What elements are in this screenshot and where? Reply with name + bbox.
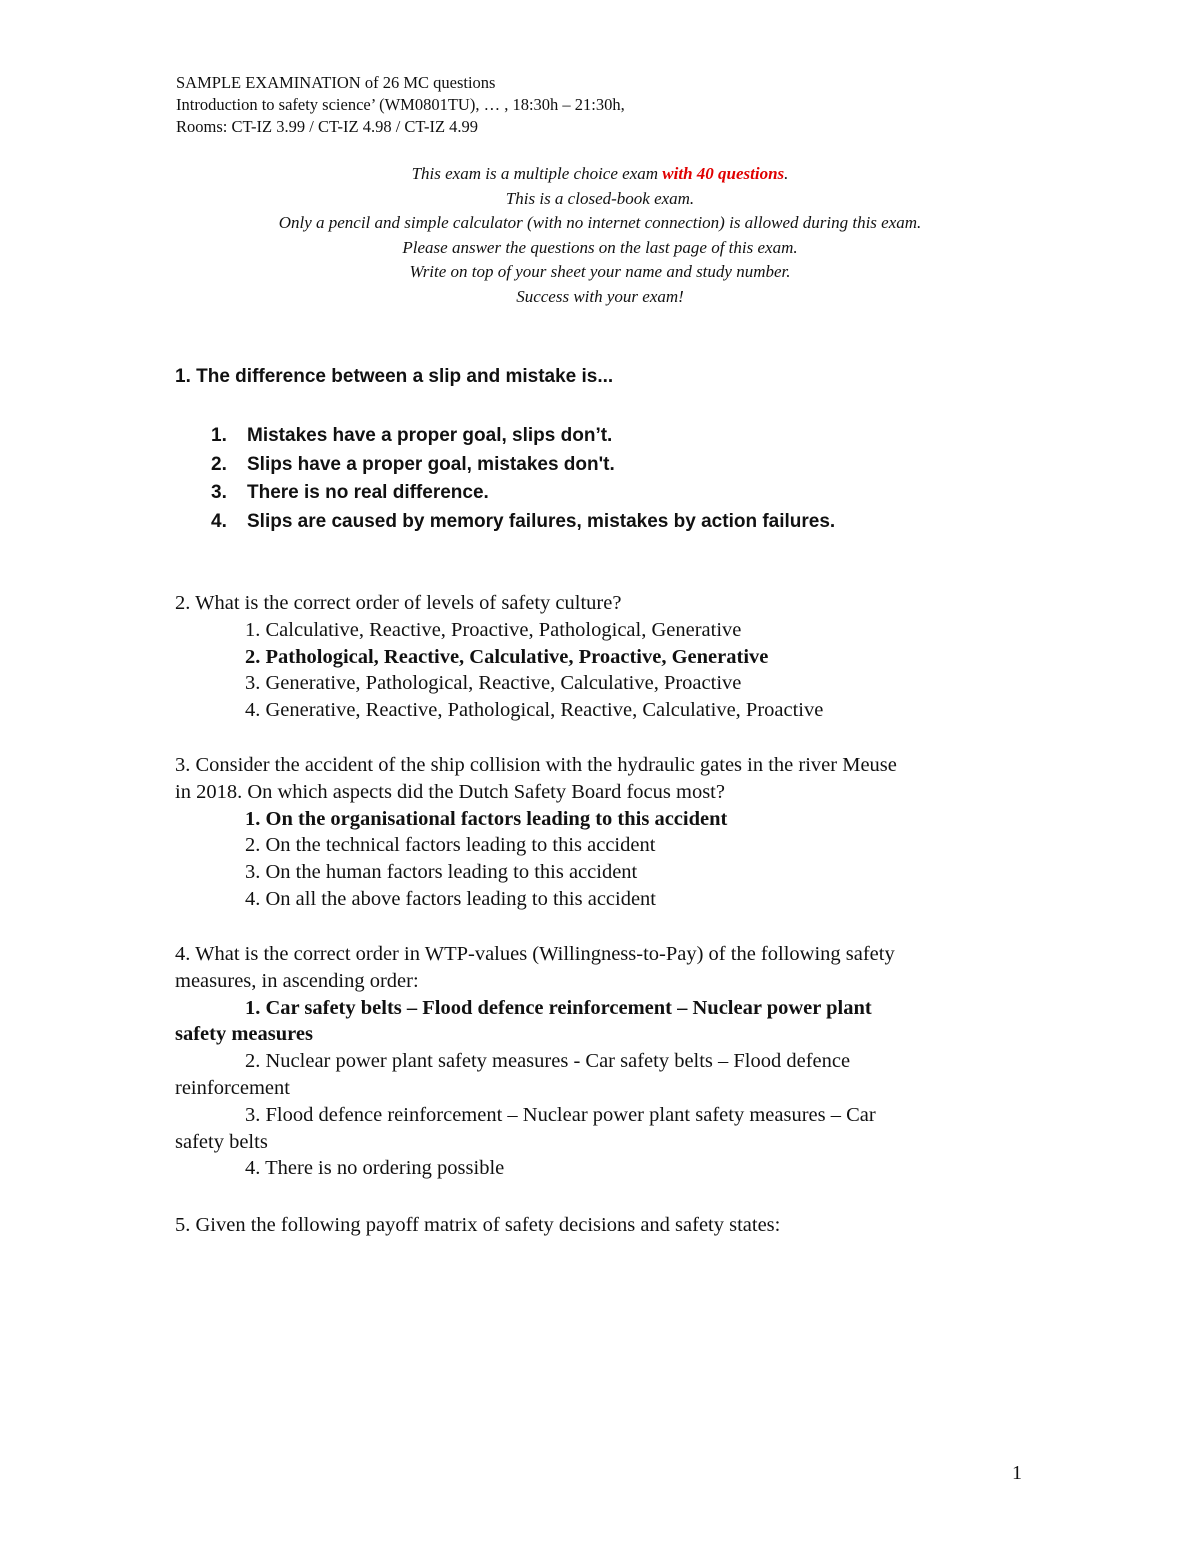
option-number: 3.	[211, 482, 227, 503]
question-1-option	[211, 422, 835, 451]
question-1-option	[211, 508, 835, 537]
question-3-text: 3. Consider the accident of the ship collision with the hydraulic gates in the river Meuse	[175, 754, 897, 776]
question-1: 1. The difference between a slip and mistake is...	[175, 366, 614, 387]
question-4-option-cont: reinforcement	[175, 1076, 290, 1099]
question-4-text: measures, in ascending order:	[175, 969, 419, 992]
question-2	[175, 590, 1035, 724]
question-4-text: 4. What is the correct order in WTP-values (Willingness-to-Pay) of the following safety	[175, 943, 895, 965]
instruction-line-4: Please answer the questions on the last page of this exam.	[402, 237, 798, 257]
exam-header	[176, 72, 625, 138]
option-text: Slips have a proper goal, mistakes don't.	[247, 453, 615, 475]
instruction-line-3: Only a pencil and simple calculator (with no internet connection) is allowed during this exam.	[278, 213, 922, 233]
question-2-option: 4. Generative, Reactive, Pathological, Reactive, Calculative, Proactive	[245, 699, 824, 722]
rooms-info: Rooms: CT-IZ 3.99 / CT-IZ 4.98 / CT-IZ 4.99	[176, 117, 479, 136]
question-4-option-answer: 1. Car safety belts – Flood defence reinforcement – Nuclear power plant	[245, 996, 872, 1019]
question-1-option	[211, 479, 835, 508]
question-5-text: 5. Given the following payoff matrix of safety decisions and safety states:	[175, 1214, 781, 1236]
question-count-highlight: with 40 questions	[662, 164, 785, 183]
instruction-line-6: Success with your exam!	[516, 286, 684, 306]
option-text: There is no real difference.	[247, 482, 489, 503]
question-1-option	[211, 451, 835, 480]
question-4-option-cont: safety belts	[175, 1130, 268, 1153]
instruction-prefix: This exam is a multiple choice exam	[411, 164, 663, 183]
question-3-option: 3. On the human factors leading to this accident	[245, 861, 638, 884]
question-4-option: 3. Flood defence reinforcement – Nuclear power plant safety measures – Car	[245, 1103, 876, 1126]
question-2-text: 2. What is the correct order of levels of safety culture?	[175, 592, 622, 614]
question-2-option: 1. Calculative, Reactive, Proactive, Pathological, Generative	[245, 618, 742, 641]
option-text: Mistakes have a proper goal, slips don’t.	[247, 425, 613, 446]
option-number: 4.	[211, 510, 227, 532]
exam-instructions	[0, 162, 1200, 310]
question-4-option: 2. Nuclear power plant safety measures - Car safety belts – Flood defence	[245, 1050, 851, 1073]
question-3-option: 4. On all the above factors leading to this accident	[245, 887, 657, 910]
question-2-option-answer: 2. Pathological, Reactive, Calculative, Proactive, Generative	[245, 645, 769, 668]
page-number: 1	[1012, 1462, 1022, 1484]
option-number: 1.	[211, 425, 227, 446]
question-3-option: 2. On the technical factors leading to this accident	[245, 834, 656, 857]
question-3	[175, 752, 1035, 913]
instruction-line-2: This is a closed-book exam.	[505, 188, 695, 208]
question-1-options	[211, 422, 835, 536]
instruction-line-1	[0, 162, 1200, 187]
instruction-suffix: .	[784, 164, 789, 183]
question-3-text: in 2018. On which aspects did the Dutch Safety Board focus most?	[175, 780, 725, 803]
exam-title: SAMPLE EXAMINATION of 26 MC questions	[176, 73, 496, 92]
question-4-option-answer-cont: safety measures	[175, 1023, 313, 1046]
option-number: 2.	[211, 453, 227, 475]
course-info: Introduction to safety science’ (WM0801TU), … , 18:30h – 21:30h,	[176, 95, 625, 114]
question-2-option: 3. Generative, Pathological, Reactive, Calculative, Proactive	[245, 672, 742, 695]
question-3-option-answer: 1. On the organisational factors leading to this accident	[245, 807, 728, 830]
instruction-line-5: Write on top of your sheet your name and study number.	[409, 262, 791, 282]
question-4-option: 4. There is no ordering possible	[245, 1157, 505, 1180]
question-4	[175, 941, 1035, 1182]
question-5	[175, 1212, 1035, 1239]
option-text: Slips are caused by memory failures, mistakes by action failures.	[247, 510, 836, 532]
